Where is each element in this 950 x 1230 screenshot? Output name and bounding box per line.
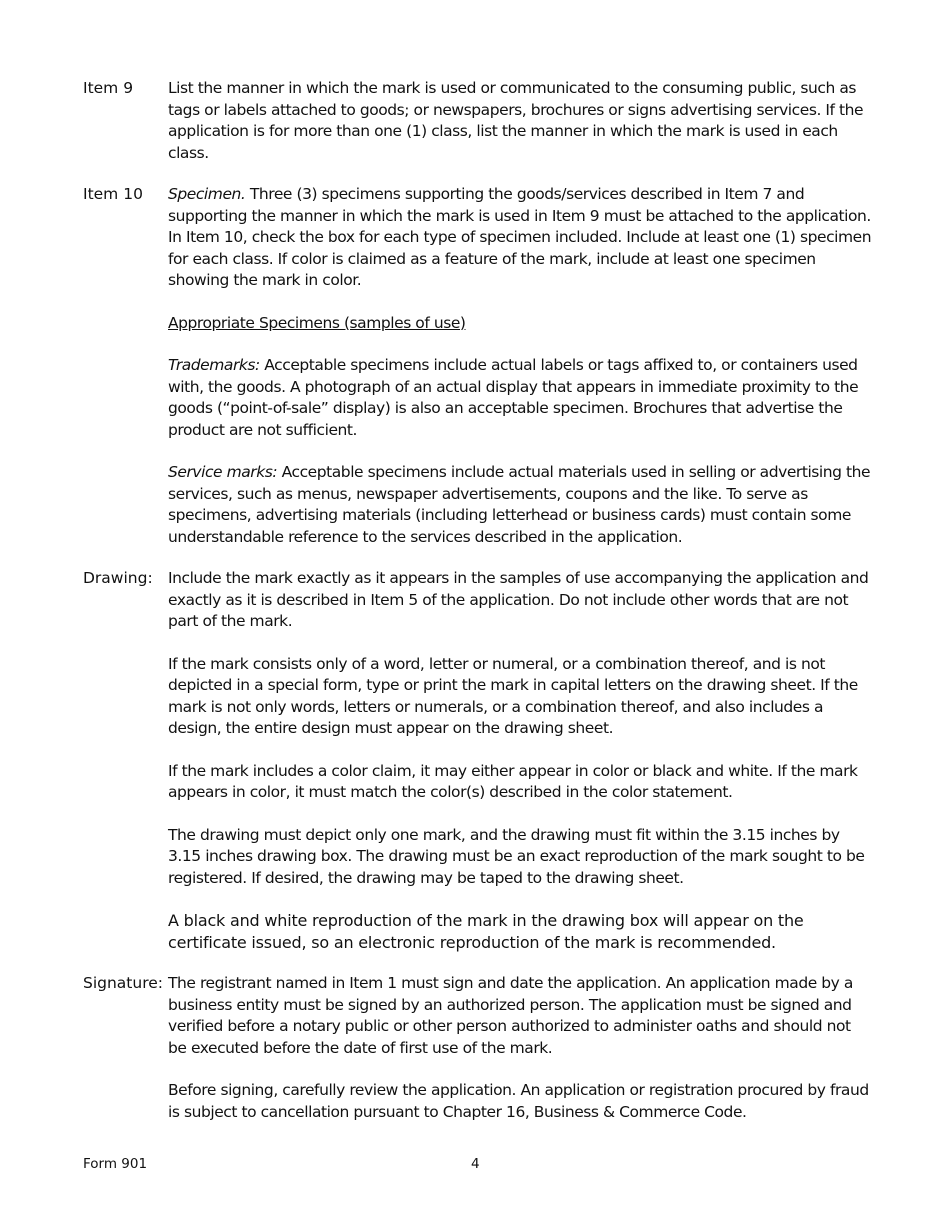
section-label: Item 10: [83, 185, 143, 203]
section-content: [168, 78, 873, 164]
paragraph: [168, 355, 873, 441]
page-number: 4: [471, 1156, 480, 1172]
paragraph: Include the mark exactly as it appears in the samples of use accompanying the application and exactly as it is described in Item 5 of the application. Do not include other words that are not part of the mark.: [168, 569, 869, 630]
section-content: [168, 184, 873, 548]
paragraph-text: Three (3) specimens supporting the goods/services described in Item 7 and supporting the manner in which the mark is used in Item 9 must be attached to the application. In Item 10, check the box for each type of specimen included. Include at least one (1) specimen for each class. If color is claimed as a feature of the mark, include at least one specimen showing the mark in color.: [168, 185, 872, 289]
section-drawing: [83, 568, 873, 953]
form-number: Form 901: [83, 1156, 148, 1172]
section-signature: [83, 973, 873, 1123]
section-item-10: [83, 184, 873, 548]
subheading: [168, 313, 873, 335]
paragraph: The registrant named in Item 1 must sign and date the application. An application made by a business entity must be signed by an authorized person. The application must be signed and verified before a notary public or other person authorized to administer oaths and should not be executed before the date of first use of the mark.: [168, 974, 853, 1057]
document-page: [83, 78, 873, 1143]
paragraph: Before signing, carefully review the application. An application or registration procured by fraud is subject to cancellation pursuant to Chapter 16, Business & Commerce Code.: [168, 1081, 869, 1121]
paragraph-lead: Service marks:: [168, 463, 278, 481]
paragraph: The drawing must depict only one mark, and the drawing must fit within the 3.15 inches by 3.15 inches drawing box. The drawing must be an exact reproduction of the mark sought to be registered. If desired, the drawing may be taped to the drawing sheet.: [168, 825, 865, 887]
paragraph-text: Acceptable specimens include actual materials used in selling or advertising the services, such as menus, newspaper advertisements, coupons and the like. To serve as specimens, advertising materials (including letterhead or business cards) must contain some understandable reference to the services described in the application.: [168, 463, 871, 546]
paragraph: A black and white reproduction of the mark in the drawing box will appear on the certificate issued, so an electronic reproduction of the mark is recommended.: [168, 911, 804, 952]
paragraph: If the mark consists only of a word, letter or numeral, or a combination thereof, and is not depicted in a special form, type or print the mark in capital letters on the drawing sheet. If the mark is not only words, letters or numerals, or a combination thereof, and also includes a design, the entire design must appear on the drawing sheet.: [168, 654, 858, 737]
paragraph-text: Acceptable specimens include actual labels or tags affixed to, or containers used with, the goods. A photograph of an actual display that appears in immediate proximity to the goods (“point-of-sale” display) is also an acceptable specimen. Brochures that advertise the product are not sufficient.: [168, 356, 859, 439]
section-label: Drawing:: [83, 569, 153, 587]
section-content: [168, 973, 873, 1123]
section-label: Item 9: [83, 79, 134, 97]
paragraph: If the mark includes a color claim, it may either appear in color or black and white. If the mark appears in color, it must match the color(s) described in the color statement.: [168, 761, 858, 801]
paragraph: [168, 184, 873, 292]
paragraph: [168, 462, 873, 548]
paragraph: List the manner in which the mark is used or communicated to the consuming public, such as tags or labels attached to goods; or newspapers, brochures or signs advertising services. If the application is for more than one (1) class, list the manner in which the mark is used in each class.: [168, 79, 864, 162]
section-content: [168, 568, 873, 953]
section-label: Signature:: [83, 974, 163, 992]
subheading-text: Appropriate Specimens (samples of use): [168, 313, 466, 332]
paragraph-lead: Trademarks:: [168, 356, 260, 374]
paragraph-lead: Specimen.: [168, 185, 246, 203]
section-item-9: [83, 78, 873, 164]
